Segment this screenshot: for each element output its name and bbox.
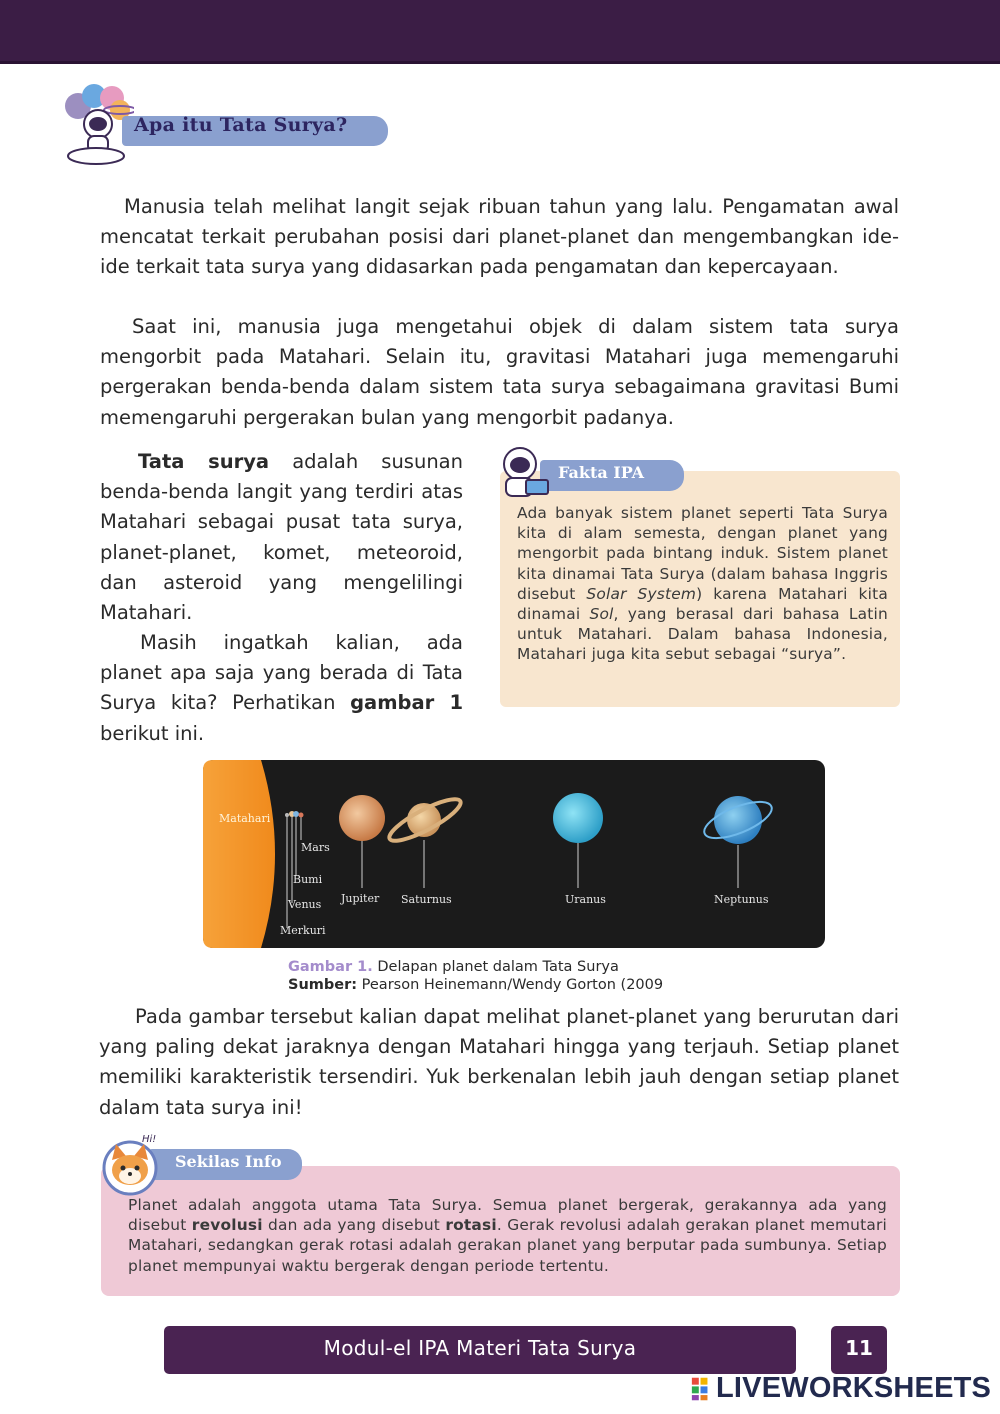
neptunus-planet bbox=[714, 796, 762, 844]
source-label: Sumber: bbox=[288, 977, 358, 993]
planet-order-paragraph: Pada gambar tersebut kalian dapat melihat planet-planet yang berurutan dari yang paling dekat jaraknya dengan Matahari hingga yang terjauh. Setiap planet memiliki karakteristik tersendiri. Yuk berkenalan lebih jauh dengan setiap planet dalam tata surya ini! bbox=[99, 1005, 899, 1119]
solar-system-figure bbox=[191, 748, 842, 958]
sekilas-info-text bbox=[128, 1195, 887, 1276]
astronaut-laptop-icon bbox=[496, 444, 556, 500]
label-jupiter: Jupiter bbox=[341, 892, 380, 905]
label-saturnus: Saturnus bbox=[401, 893, 452, 906]
definition-text: adalah susunan benda-benda langit yang terdiri atas Matahari sebagai pusat tata surya, planet-planet, komet, meteoroid, dan asteroid yang mengelilingi Matahari. bbox=[100, 450, 463, 625]
section-heading bbox=[62, 80, 402, 170]
fakta-italic-sol: Sol bbox=[589, 605, 614, 624]
info-text-part: Planet adalah anggota utama Tata Surya. Semua planet bergerak, gerakannya ada yang disebut bbox=[128, 1196, 887, 1235]
label-venus: Venus bbox=[288, 898, 322, 911]
caption-label: Gambar 1. bbox=[288, 959, 373, 975]
fakta-text-part: Ada banyak sistem planet seperti Tata Surya kita di alam semesta, dengan planet yang mengorbit pada bintang induk. Sistem planet kita dinamai Tata Surya (dalam bahasa Inggris disebut bbox=[517, 504, 888, 603]
source-line bbox=[288, 976, 663, 994]
merkuri-planet bbox=[285, 813, 289, 817]
liveworksheets-logo-icon bbox=[691, 1376, 717, 1402]
gravity-paragraph: Saat ini, manusia juga mengetahui objek di dalam sistem tata surya mengorbit pada Matahari. Selain itu, gravitasi Matahari juga memengaruhi pergerakan benda-benda dalam sistem tata surya sebagaimana gravitasi Bumi memengaruhi pergerakan bulan yang mengorbit padanya. bbox=[100, 315, 899, 429]
section-title: Apa itu Tata Surya? bbox=[134, 114, 348, 136]
fakta-ipa-text bbox=[517, 503, 888, 665]
mars-planet bbox=[299, 813, 304, 818]
shiba-dog-icon bbox=[98, 1130, 168, 1196]
info-text-part: . Gerak revolusi adalah gerakan planet memutari Matahari, sedangkan gerak rotasi adalah gerakan planet yang berputar pada sumbunya. Setiap planet mempunyai waktu bergerak dengan periode tertentu. bbox=[128, 1216, 888, 1275]
sekilas-info-title: Sekilas Info bbox=[175, 1152, 282, 1171]
fakta-text-part: ) karena Matahari kita dinamai bbox=[517, 584, 889, 624]
fakta-text-part: , yang berasal dari bahasa Latin untuk Matahari. Dalam bahasa Indonesia, Matahari juga kita sebut sebagai “surya”. bbox=[517, 605, 888, 664]
jupiter-planet bbox=[339, 795, 385, 841]
bumi-planet bbox=[293, 811, 299, 817]
top-header-bar bbox=[0, 0, 1000, 64]
definition-term: Tata surya bbox=[138, 450, 270, 473]
info-bold-revolusi: revolusi bbox=[191, 1216, 263, 1235]
figure-reference: gambar 1 bbox=[350, 691, 464, 715]
info-text-part: dan ada yang disebut bbox=[262, 1216, 446, 1235]
solar-system-image bbox=[191, 748, 842, 958]
definition-paragraph bbox=[100, 447, 463, 628]
question-paragraph bbox=[100, 628, 463, 749]
page-number: 11 bbox=[845, 1336, 873, 1360]
label-bumi: Bumi bbox=[293, 873, 323, 886]
label-mars: Mars bbox=[301, 841, 330, 854]
uranus-planet bbox=[553, 793, 603, 843]
label-merkuri: Merkuri bbox=[280, 924, 326, 937]
intro-paragraph: Manusia telah melihat langit sejak ribuan tahun yang lalu. Pengamatan awal mencatat terkait perubahan posisi dari planet-planet dan mengembangkan ide-ide terkait tata surya yang didasarkan pada pengamatan dan kepercayaan. bbox=[100, 195, 899, 279]
fakta-ipa-title: Fakta IPA bbox=[558, 463, 645, 482]
caption-text: Delapan planet dalam Tata Surya bbox=[372, 959, 619, 975]
footer-title: Modul-el IPA Materi Tata Surya bbox=[323, 1336, 637, 1360]
liveworksheets-brand[interactable]: LIVEWORKSHEETS bbox=[716, 1372, 992, 1404]
figure-caption bbox=[288, 958, 663, 994]
source-text: Pearson Heinemann/Wendy Gorton (2009 bbox=[357, 977, 664, 993]
label-uranus: Uranus bbox=[565, 893, 606, 906]
question-text-end: berikut ini. bbox=[100, 721, 205, 745]
fakta-italic-solar-system: Solar System bbox=[586, 584, 697, 603]
caption-line bbox=[288, 958, 663, 976]
question-text-start: Masih ingatkah kalian, ada planet apa saja yang berada di Tata Surya kita? Perhatikan bbox=[100, 631, 463, 715]
label-neptunus: Neptunus bbox=[714, 893, 769, 906]
label-matahari: Matahari bbox=[219, 812, 271, 825]
info-bold-rotasi: rotasi bbox=[445, 1216, 497, 1235]
sun-shape bbox=[203, 760, 275, 948]
hi-text: Hi! bbox=[142, 1134, 157, 1145]
